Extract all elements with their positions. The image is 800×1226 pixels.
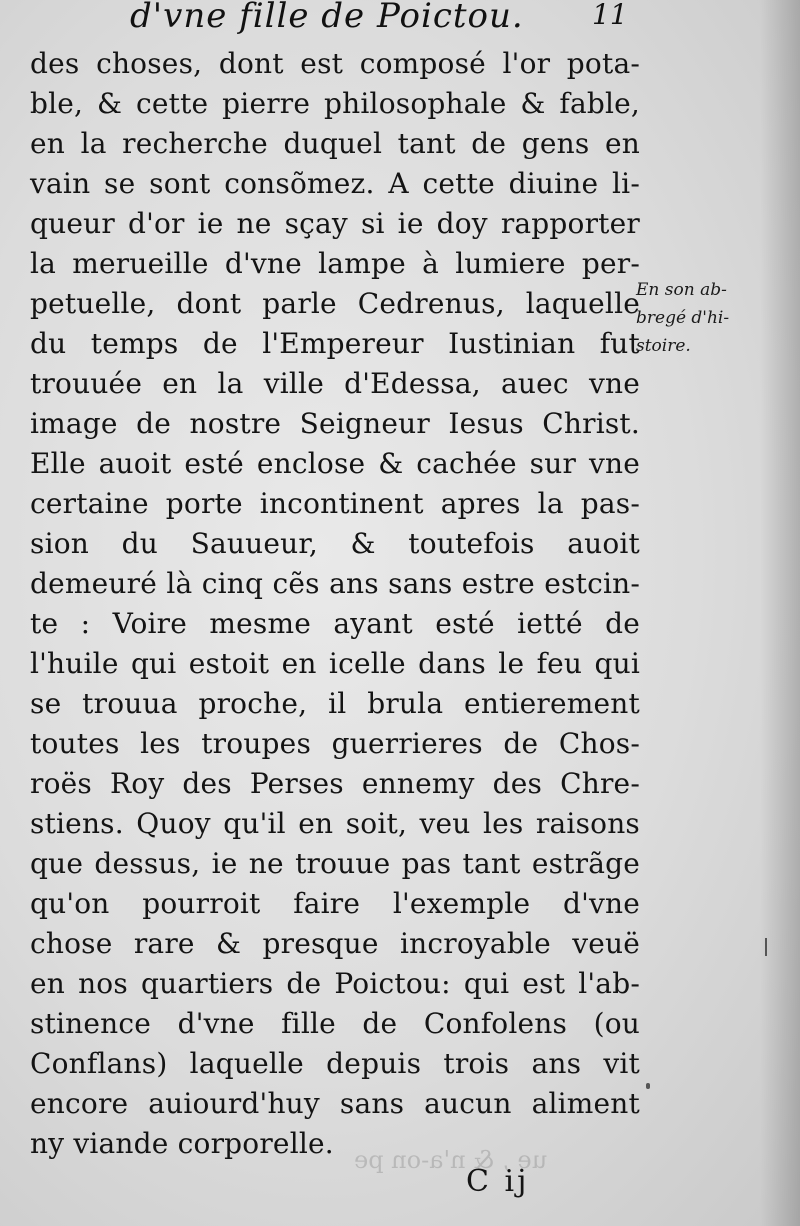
text-line: certaine porte incontinent apres la pas-	[30, 487, 640, 520]
text-line: roës Roy des Perses ennemy des Chre-	[30, 767, 640, 800]
text-line: des choses, dont est composé l'or pota-	[30, 47, 640, 80]
text-line: en nos quartiers de Poictou: qui est l'ab-	[30, 967, 640, 1000]
text-line: que dessus, ie ne trouue pas tant estrãge	[30, 847, 640, 880]
text-line: stiens. Quoy qu'il en soit, veu les raisons	[30, 807, 640, 840]
text-line: Elle auoit esté enclose & cachée sur vne	[30, 447, 640, 480]
text-line: chose rare & presque incroyable veuë	[30, 927, 640, 960]
text-line-final: ny viande corporelle.	[30, 1127, 334, 1160]
text-line: trouuée en la ville d'Edessa, auec vne	[30, 367, 640, 400]
text-line: sion du Sauueur, & toutefois auoit	[30, 527, 640, 560]
marginal-note-line: bregé d'hi-	[636, 308, 730, 328]
margin-stray-mark	[646, 1083, 650, 1089]
text-line: petuelle, dont parle Cedrenus, laquelle	[30, 287, 640, 320]
text-line: vain se sont consõmez. A cette diuine li-	[30, 167, 640, 200]
text-line: en la recherche duquel tant de gens en	[30, 127, 640, 160]
signature-mark: C ij	[466, 1164, 530, 1199]
text-line: l'huile qui estoit en icelle dans le feu qui	[30, 647, 640, 680]
text-line: du temps de l'Empereur Iustinian fut	[30, 327, 640, 360]
marginal-note-line: stoire.	[636, 336, 691, 356]
text-line: stinence d'vne fille de Confolens (ou	[30, 1007, 640, 1040]
text-line: queur d'or ie ne sçay si ie doy rapporter	[30, 207, 640, 240]
text-line: demeuré là cinq cẽs ans sans estre estcin-	[30, 567, 640, 600]
running-head: d'vne fille de Poictou.	[130, 0, 524, 36]
page-number: 11	[592, 0, 628, 31]
text-line: la merueille d'vne lampe à lumiere per-	[30, 247, 640, 280]
marginal-note-line: En son ab-	[636, 280, 727, 300]
marginal-note	[636, 276, 729, 360]
body-text	[30, 44, 640, 1164]
page-edge-shadow	[760, 0, 800, 1226]
text-line: ble, & cette pierre philosophale & fable,	[30, 87, 640, 120]
text-line: qu'on pourroit faire l'exemple d'vne	[30, 887, 640, 920]
text-line: image de nostre Seigneur Iesus Christ.	[30, 407, 640, 440]
text-line: se trouua proche, il brula entierement	[30, 687, 640, 720]
text-line: Conflans) laquelle depuis trois ans vit	[30, 1047, 640, 1080]
margin-stray-mark	[765, 938, 767, 956]
text-line: encore auiourd'huy sans aucun aliment	[30, 1087, 640, 1120]
show-through-text: ue , & n'a-on pe	[354, 1146, 548, 1174]
text-line: toutes les troupes guerrieres de Chos-	[30, 727, 640, 760]
text-line: te : Voire mesme ayant esté ietté de	[30, 607, 640, 640]
